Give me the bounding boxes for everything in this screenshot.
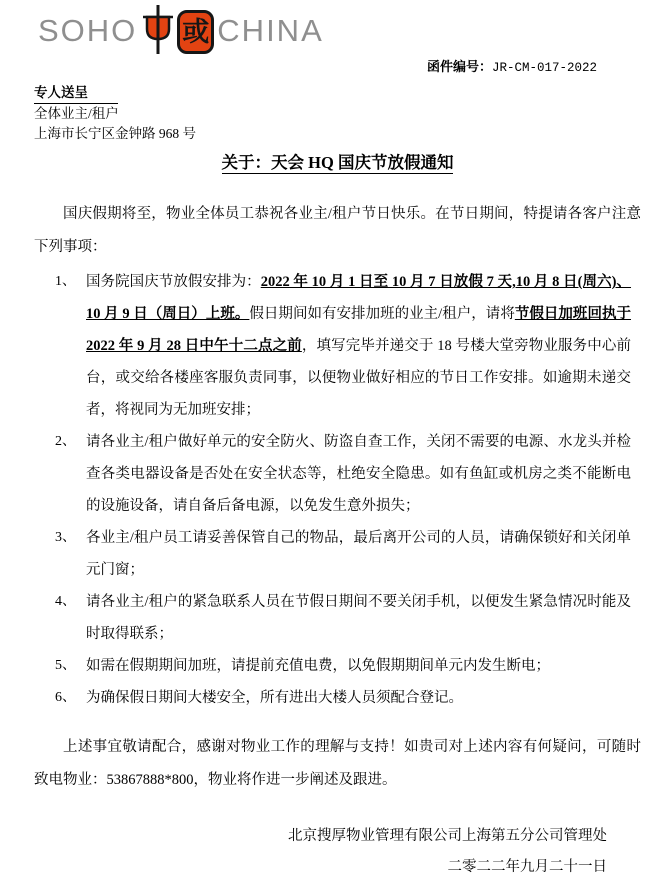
delivery-method-label: 专人送呈 (34, 83, 118, 104)
list-item-number: 5、 (55, 658, 76, 673)
logo-soho-text: SOHO (38, 12, 138, 48)
signature-block (34, 821, 641, 883)
logo-china-text: CHINA (217, 12, 324, 48)
delivery-method-line (34, 83, 641, 104)
recipient-name-line: 全体业主/租户 (34, 106, 119, 121)
signature-company: 北京搜厚物业管理有限公司上海第五分公司管理处 (288, 828, 607, 844)
list-item-text: 国务院国庆节放假安排为：2022 年 10 月 1 日至 10 月 7 日放假 7 天,10 月 8 日(周六)、10 月 9 日（周日）上班。假日期间如有安排加班的业主/租户，请将节假日加班回执于 2022 年 9 月 28 日中午十二点之前，填写完毕并递交于 18 号楼大堂旁物业服务中心前台，或交给各楼座客服负责同事，以便物业做好相应的节日工作安排。如逾期未递交者，将视同为无加班安排； (86, 274, 632, 418)
list-item-number: 4、 (55, 594, 76, 609)
list-item-text: 请各业主/租户的紧急联系人员在节假日期间不要关闭手机，以便发生紧急情况时能及时取得联系； (86, 594, 631, 642)
notice-list (55, 266, 641, 714)
signature-date: 二零二二年九月二十一日 (447, 859, 607, 875)
soho-china-logo (38, 4, 641, 56)
document-title (34, 149, 641, 173)
logo-guo-seal-icon (177, 10, 214, 54)
list-item-text: 如需在假期期间加班，请提前充值电费，以免假期期间单元内发生断电； (86, 658, 550, 674)
list-item-number: 3、 (55, 530, 76, 545)
letter-number-label: 函件编号： (426, 59, 492, 74)
list-item-number: 6、 (55, 690, 76, 705)
list-item (55, 586, 641, 650)
list-item-number: 1、 (55, 274, 76, 289)
intro-paragraph: 国庆假期将至，物业全体员工恭祝各业主/租户节日快乐。在节日期间，特提请各客户注意下列事项： (34, 206, 641, 255)
list-item (55, 682, 641, 714)
logo-seal-character: 或 (182, 16, 210, 47)
list-item-number: 2、 (55, 434, 76, 449)
logo-zhong-character-icon (140, 4, 176, 56)
list-item (55, 522, 641, 586)
list-item-text: 为确保假日期间大楼安全，所有进出大楼人员须配合登记。 (86, 690, 463, 706)
list-item (55, 266, 641, 426)
letter-number-line (34, 58, 641, 77)
document-title-text: 关于：天会 HQ 国庆节放假通知 (221, 153, 454, 172)
closing-paragraph: 上述事宜敬请配合，感谢对物业工作的理解与支持！如贵司对上述内容有何疑问，可随时致电物业：53867888*800，物业将作进一步阐述及跟进。 (34, 739, 641, 788)
list-item-text: 请各业主/租户做好单元的安全防火、防盗自查工作，关闭不需要的电源、水龙头并检查各类电器设备是否处在安全状态等，杜绝安全隐患。如有鱼缸或机房之类不能断电的设施设备，请自备后备电源，以免发生意外损失； (86, 434, 631, 514)
list-item-text: 各业主/租户员工请妥善保管自己的物品，最后离开公司的人员，请确保锁好和关闭单元门窗； (86, 530, 631, 578)
recipient-address-line: 上海市长宁区金钟路 968 号 (34, 126, 196, 141)
list-item (55, 426, 641, 522)
list-item (55, 650, 641, 682)
recipient-block (34, 83, 641, 144)
letter-number-value: JR-CM-017-2022 (491, 61, 597, 75)
